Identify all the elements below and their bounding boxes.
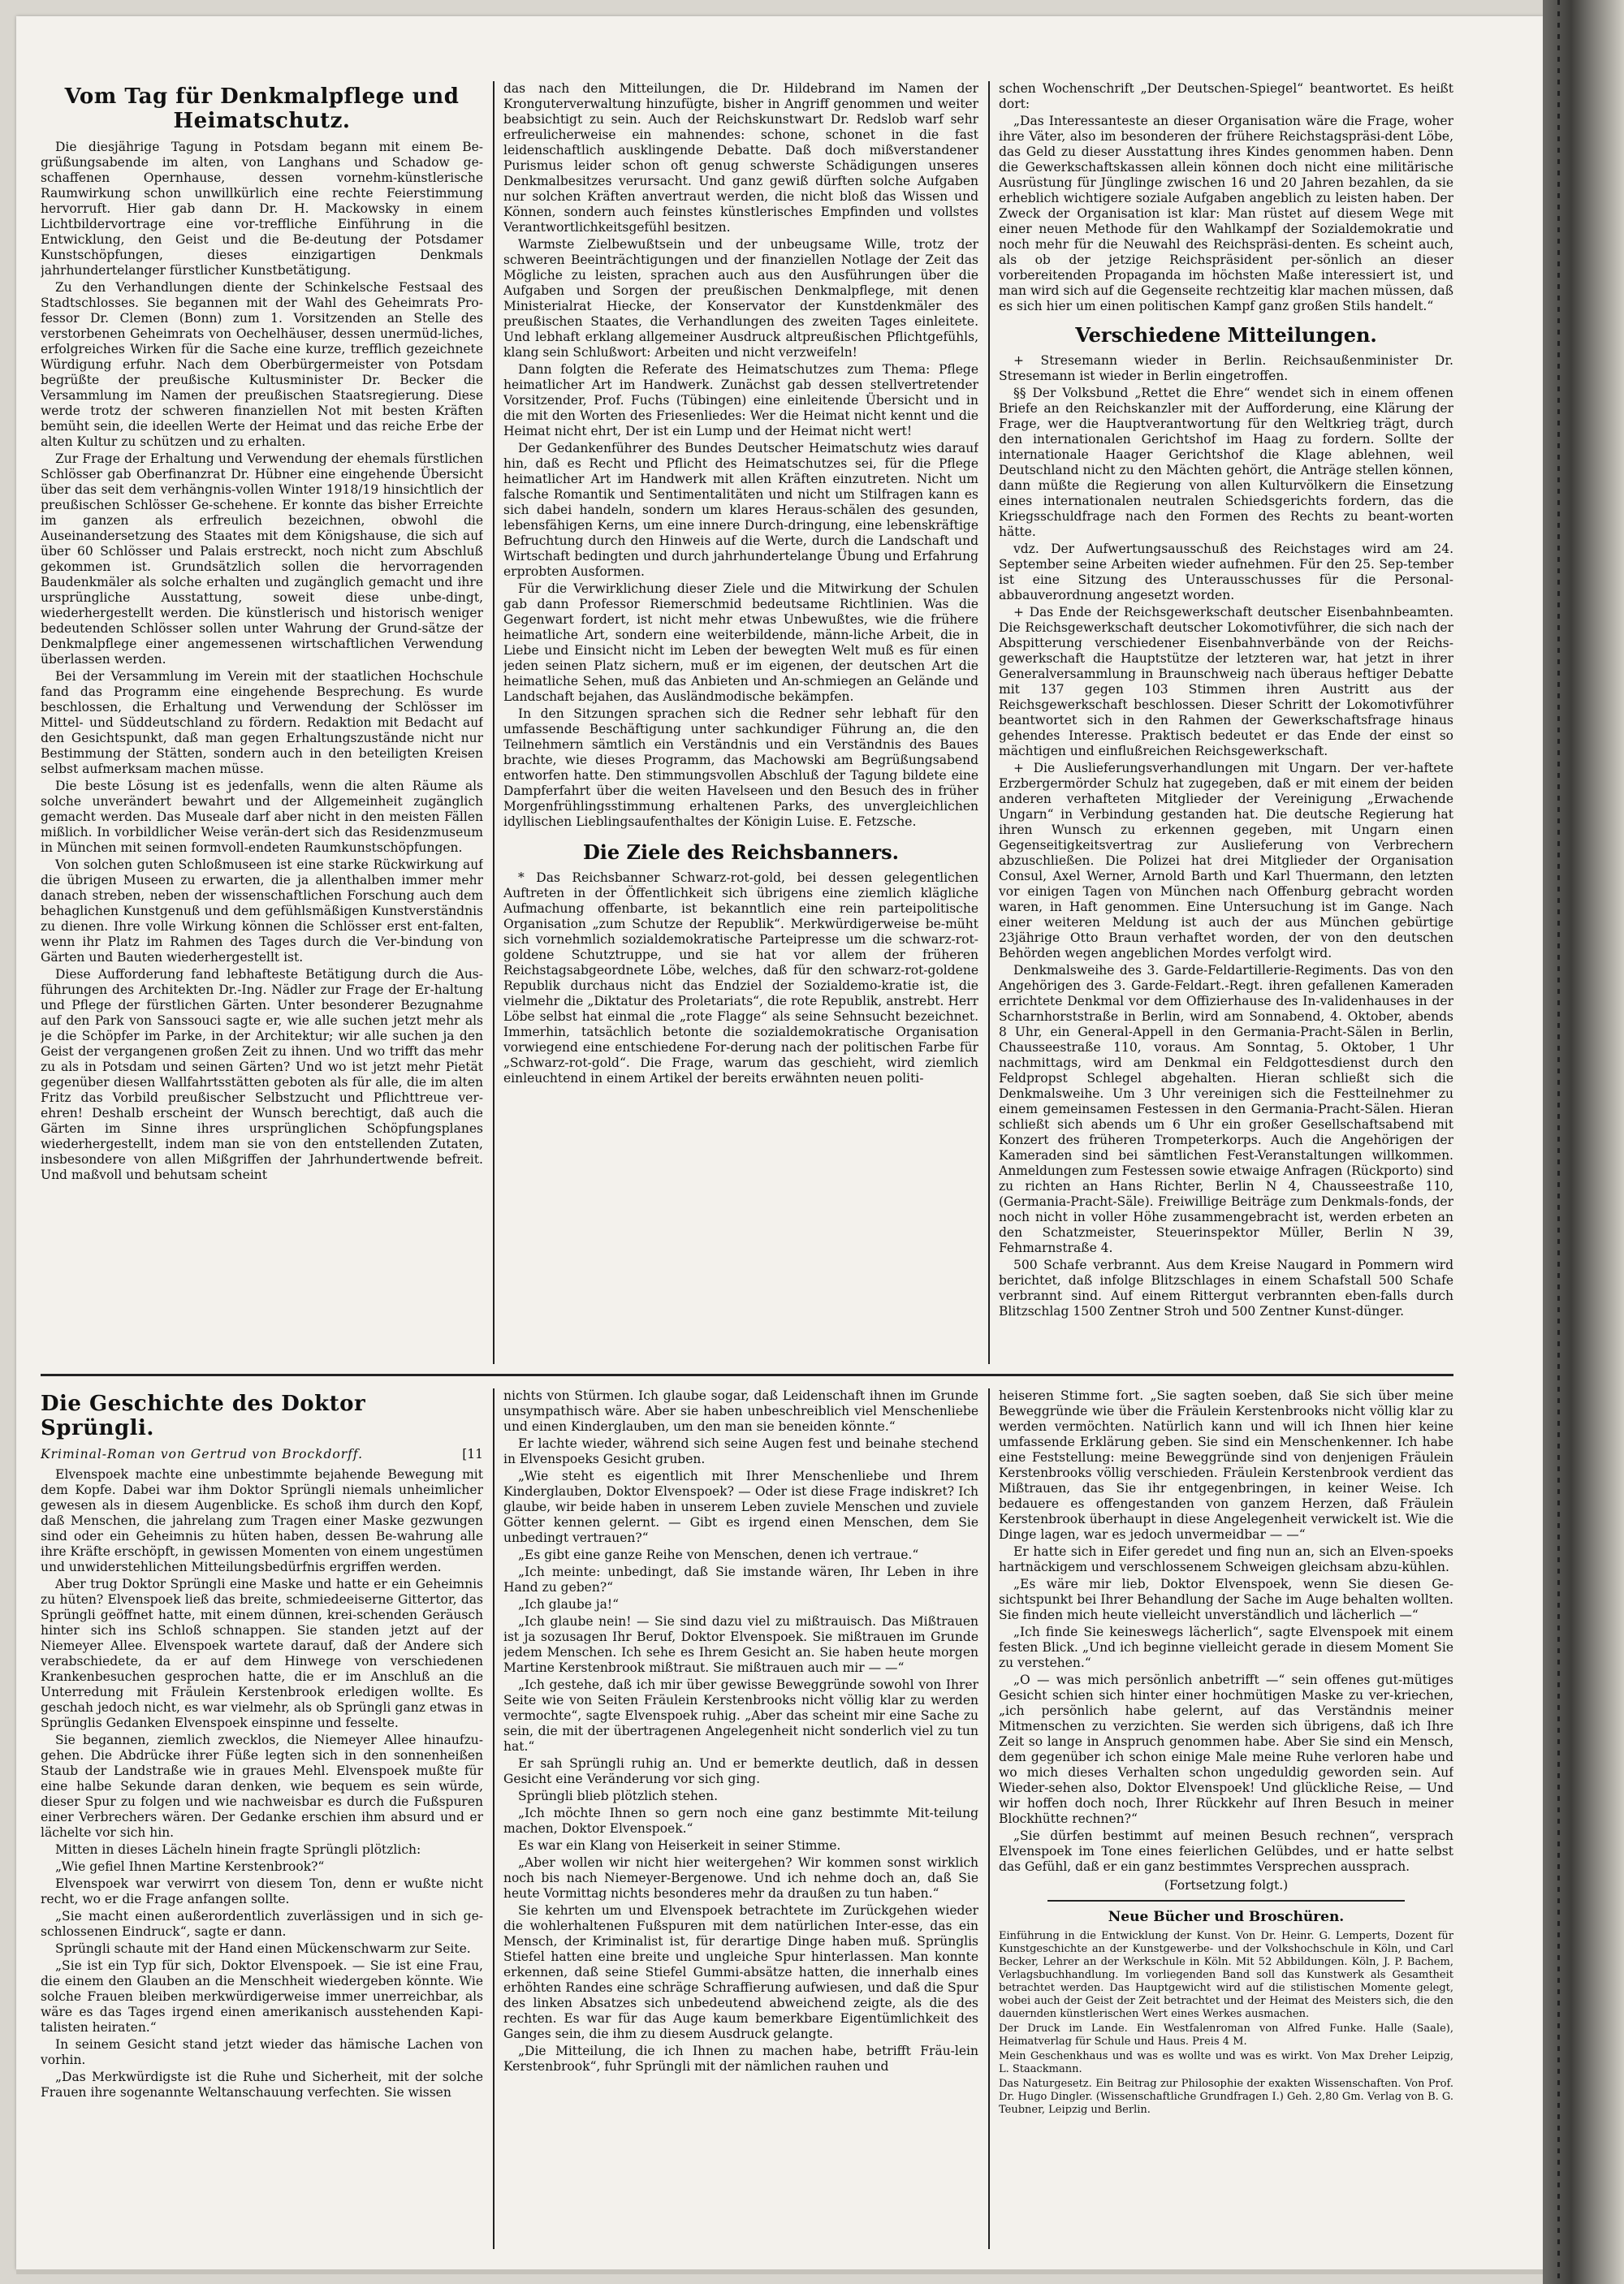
column-divider [988, 81, 990, 1364]
article-paragraph: Von solchen guten Schloßmuseen ist eine starke Rückwirkung auf die übrigen Museen zu erwarten, die ja allenthalben immer mehr danach streben, neben der wissenschaftlichen Forschung auch dem behaglichen Kunstgenuß und dem gefühlsmäßigen Kunstverständnis zu dienen. Ihre volle Wirkung können die Schlösser erst ent-falten, wenn ihr Platz im Rahmen des Tages durch die Ver-bindung von Gärten und Bauten wiederhergestellt ist. [41, 857, 483, 965]
novel-paragraph: In seinem Gesicht stand jetzt wieder das hämische Lachen von vorhin. [41, 2037, 483, 2067]
novel-paragraph: „Ich möchte Ihnen so gern noch eine ganz bestimmte Mit-teilung machen, Doktor Elvenspoek.“ [503, 1806, 978, 1836]
byline: Kriminal-Roman von Gertrud von Brockdorff. [41, 1447, 364, 1462]
novel-paragraph: Elvenspoek war verwirrt von diesem Ton, denn er wußte nicht recht, wo er die Frage anfangen sollte. [41, 1876, 483, 1906]
column-bottom-2 [503, 1388, 978, 2249]
article-paragraph: schen Wochenschrift „Der Deutschen-Spiegel“ beantwortet. Es heißt dort: [999, 81, 1453, 111]
column-divider [493, 81, 495, 1364]
article-paragraph: Zur Frage der Erhaltung und Verwendung der ehemals fürstlichen Schlösser gab Oberfinanzrat Dr. Hübner eine eingehende Übersicht über das seit dem verhängnis-vollen Winter 1918/19 hinsichtlich der preußischen Schlösser Ge-schehene. Er konnte das bisher Erreichte im ganzen als erfreulich bezeichnen, obwohl die Auseinandersetzung des Staates mit dem Königshause, die sich auf über 60 Schlösser und Palais erstreckt, noch nicht zum Abschluß gekommen ist. Grundsätzlich sollen die hervorragenden Baudenkmäler als solche erhalten und zugänglich gemacht und ihre ursprüngliche Ausstattung, soweit diese unbe-dingt, wiederhergestellt werden. Die künstlerisch und historisch weniger bedeutenden Schlösser sollen unter Wahrung der Grund-sätze der Denkmalpflege einer angemessenen wirtschaftlichen Verwendung überlassen werden. [41, 451, 483, 667]
byline-row [41, 1447, 483, 1462]
novel-paragraph: Elvenspoek machte eine unbestimmte bejahende Bewegung mit dem Kopfe. Dabei war ihm Doktor Sprüngli niemals unheimlicher gewesen als in diesem Augenblicke. Es schoß ihm durch den Kopf, daß Menschen, die jahrelang zum Tragen einer Maske gezwungen sind oder ein Geheimnis zu hüten haben, dessen Be-wahrung alle ihre Kräfte erschöpft, in gewissen Momenten von einem ungestümen und unwiderstehlichen Mitteilungsbedürfnis ergriffen werden. [41, 1467, 483, 1574]
article-paragraph: Der Gedankenführer des Bundes Deutscher Heimatschutz wies darauf hin, daß es Recht und Pflicht des Heimatschutzes sei, für die Pflege heimatlicher Art im Handwerk mit allen Kräften einzutreten. Nicht um falsche Romantik und Sentimentalitäten und nicht um Stilfragen kann es sich dabei handeln, sondern um klares Heraus-schälen des gesunden, lebensfähigen Kerns, um eine innere Durch-dringung, eine lebenskräftige Befruchtung durch den Hinweis auf die Werte, durch die Landschaft und Wirtschaft bedingten und durch jahrhundertelange Übung und Erfahrung erprobten Ausformen. [503, 441, 978, 579]
article-paragraph: Zu den Verhandlungen diente der Schinkelsche Festsaal des Stadtschlosses. Sie begannen mit der Wahl des Geheimrats Pro-fessor Dr. Clemen (Bonn) zum 1. Vorsitzenden an Stelle des verstorbenen Geheimrats von Oechelhäuser, dessen unermüd-liches, erfolgreiches Wirken für die Sache eine kurze, trefflich gezeichnete Würdigung erfuhr. Nach dem Oberbürgermeister von Potsdam begrüßte der preußische Kultusminister Dr. Becker die Versammlung im Namen der preußischen Staatsregierung. Diese werde trotz der schweren finanziellen Not mit besten Kräften bemüht sein, die ideellen Werte der Heimat und das reiche Erbe der alten Kultur zu schützen und zu erhalten. [41, 280, 483, 449]
article-paragraph: Für die Verwirklichung dieser Ziele und die Mitwirkung der Schulen gab dann Professor Riemerschmid bedeutsame Richtlinien. Was die Gegenwart fordert, ist nicht mehr etwas Unbewußtes, wie die frühere heimatliche Art, sondern eine weiterbildende, männ-liche Arbeit, die in Liebe und Einsicht nicht im Leben der bewegten Welt muß es für einen jeden seinen Platz sichern, muß er im eigenen, der deutschen Art die heimatliche Sehen, muß das Anbieten und An-schmiegen an Gelände und Landschaft bejahen, das Ausländmodische bekämpfen. [503, 581, 978, 704]
article-paragraph: * Das Reichsbanner Schwarz-rot-gold, bei dessen gelegentlichen Auftreten in der Öffentlichkeit sich übrigens eine ziemlich klägliche Aufmachung offenbarte, ist bekanntlich eine rein parteipolitische Organisation „zum Schutze der Republik“. Merkwürdigerweise be-müht sich vornehmlich sozialdemokratische Parteipresse um die schwarz-rot-goldene Schutztruppe, und sie hat vor allem der früheren Reichstagsabgeordnete Löbe, welches, daß für den schwarz-rot-goldene Republik durchaus nicht das Endziel der Sozialdemo-kratie ist, die vielmehr die „Diktatur des Proletariats“, die rote Republik, anstrebt. Herr Löbe selbst hat einmal die „rote Flagge“ als seine Sehnsucht bezeichnet. Immerhin, tatsächlich betonte die sozialdemokratische Organisation vorwiegend eine entschiedene For-derung nach der politischen Farbe für „Schwarz-rot-gold“. Die Frage, warum das geschieht, wird ziemlich einleuchtend in einem Artikel der bereits erwähnten neuen politi- [503, 870, 978, 1086]
novel-paragraph: „Wie steht es eigentlich mit Ihrer Menschenliebe und Ihrem Kinderglauben, Doktor Elvenspoek? — Oder ist diese Frage indiskret? Ich glaube, wir beide haben in unserem Leben zuviele Menschen und zuviele Götter kennen gelernt. — Gibt es irgend einen Menschen, dem Sie unbedingt vertrauen?“ [503, 1469, 978, 1545]
article-paragraph: „Das Interessanteste an dieser Organisation wäre die Frage, woher ihre Väter, also im besonderen der frühere Reichstagspräsi-dent Löbe, das Geld zu dieser Ausstattung ihres Kindes genommen haben. Denn die Gewerkschaftskassen allein können doch nicht eine militärische Ausrüstung für Jünglinge zwischen 16 und 20 Jahren bezahlen, da sie erheblich wichtigere soziale Aufgaben angeblich zu leisten haben. Der Zweck der Organisation ist klar: Man rüstet auf diesem Wege mit einer neuen Methode für den Wahlkampf der Sozialdemokratie und noch mehr für die Neuwahl des Reichspräsi-denten. Es scheint auch, als ob der jetzige Reichspräsident per-sönlich an dieser vorbereitenden Propaganda im höchsten Maße interessiert ist, und man wird sich auf die Gegenseite rechtzeitig klar machen müssen, daß es sich hier um einen politischen Kampf ganz großen Stils handelt.“ [999, 114, 1453, 313]
article-paragraph: In den Sitzungen sprachen sich die Redner sehr lebhaft für den umfassende Beschäftigung unter sachkundiger Führung an, die den Teilnehmern sämtlich ein Verständnis und ein Verständnis des Baues brachte, wie dieses Programm, das Machowski am Begrüßungsabend entworfen hatte. Den stimmungsvollen Abschluß der Tagung bildete eine Dampferfahrt über die weiten Havelseen und den Besuch des in früher Morgenfrühlingsstimmung erhaltenen Parks, des unvergleichlichen idyllischen Lieblingsaufenthaltes der Königin Luise. E. Fetzsche. [503, 706, 978, 829]
novel-paragraph: Sprüngli blieb plötzlich stehen. [518, 1789, 719, 1803]
column-top-1 [41, 81, 483, 1364]
column-top-3 [999, 81, 1453, 1364]
news-item: + Das Ende der Reichsgewerkschaft deutscher Eisenbahnbeamten. Die Reichsgewerkschaft deutscher Lokomotivführer, die sich nach der Abspitterung verschiedener Eisenbahnverbände von der Reichs-gewerkschaft die Hauptstütze der letzteren war, hat jetzt in ihrer Generalversammlung in Braunschweig nach überaus heftiger Debatte mit 137 gegen 103 Stimmen ihren Austritt aus der Reichsgewerkschaft beschlossen. Dieser Schritt der Lokomotivführer beantwortet sich in den Rahmen der Gewerkschaftsfrage hinaus gehendes Interesse. Praktisch bedeutet er das Ende der einst so mächtigen und einflußreichen Reichsgewerkschaft. [999, 605, 1453, 758]
column-bottom-3 [999, 1388, 1453, 2249]
book-entry: Der Druck im Lande. Ein Westfalenroman von Alfred Funke. Halle (Saale), Heimatverlag für Schule und Haus. Preis 4 M. [999, 2023, 1453, 2048]
book-entry: Das Naturgesetz. Ein Beitrag zur Philosophie der exakten Wissenschaften. Von Prof. Dr. Hugo Dingler. (Wissenschaftliche Grundfragen I.) Geh. 2,80 Gm. Verlag von B. G. Teubner, Leipzig und Berlin. [999, 2078, 1453, 2116]
column-divider [988, 1388, 990, 2249]
continuation-note: (Fortsetzung folgt.) [1164, 1878, 1289, 1893]
article-paragraph: das nach den Mitteilungen, die Dr. Hildebrand im Namen der Kronguterverwaltung hinzufügte, bisher in Angriff genommen und weiter beabsichtigt zu sein. Auch der Reichskunstwart Dr. Redslob warf sehr erfreulicherweise ein mahnendes: schone, schonet in die fast leidenschaftlich ausklingende Debatte. Daß doch mißverstandener Purismus leider schon oft genug schwerste Schädigungen unseres Denkmalbesitzes verursacht. Und ganz gewiß dürften solche Aufgaben nur solchen Kräften anvertraut werden, die nicht bloß das Wissen und Können, sondern auch feinstes künstlerisches Empfinden und vollstes Verantwortlichkeitsgefühl besitzen. [503, 81, 978, 235]
novel-paragraph: „Sie macht einen außerordentlich zuverlässigen und in sich ge-schlossenen Eindruck“, sagte er dann. [41, 1909, 483, 1939]
section-divider [41, 1374, 1453, 1376]
article-paragraph: Bei der Versammlung im Verein mit der staatlichen Hochschule fand das Programm eine eingehende Besprechung. Es wurde beschlossen, die Erhaltung und Verwendung der Schlösser im Mittel- und Süddeutschland zu fördern. Redaktion mit Bedacht auf den Gesichtspunkt, daß man gegen Erhaltungszustände nicht nur Bestimmung der Stätten, sondern auch in den beteiligten Kreisen selbst aufmerksam machen müsse. [41, 669, 483, 776]
novel-paragraph: nichts von Stürmen. Ich glaube sogar, daß Leidenschaft ihnen im Grunde unsympathisch wäre. Aber sie haben unbeschreiblich viel Menschenliebe und einen Kinderglauben, um den man sie beneiden könnte.“ [503, 1388, 978, 1434]
news-item: §§ Der Volksbund „Rettet die Ehre“ wendet sich in einem offenen Briefe an den Reichskanzler mit der Aufforderung, eine Klärung der Frage, wer die Hauptverantwortung für den Weltkrieg trägt, durch den internationalen Gerichtshof im Haag zu fordern. Sollte der internationale Haager Gerichtshof die Klage ablehnen, weil Deutschland nicht zu den Mächten gehört, die Anträge stellen können, dann müßte die Regierung von allen Kulturvölkern die Einsetzung eines internationalen neutralen Schiedsgerichts fordern, das die Kriegsschuldfrage nach den Formen des Rechts zu beant-worten hätte. [999, 386, 1453, 539]
novel-paragraph: „Wie gefiel Ihnen Martine Kerstenbrook?“ [55, 1859, 325, 1874]
novel-paragraph: Mitten in dieses Lächeln hinein fragte Sprüngli plötzlich: [55, 1842, 421, 1857]
headline-reichsbanner: Die Ziele des Reichsbanners. [582, 840, 900, 864]
part-number: [11 [462, 1447, 483, 1462]
column-bottom-1 [41, 1388, 483, 2249]
article-paragraph: Die diesjährige Tagung in Potsdam begann mit einem Be-grüßungsabende im alten, von Langhans und Schadow ge-schaffenen Opernhause, dessen vornehm-künstlerische Raumwirkung schon unwillkürlich eine rechte Feierstimmung hervorruft. Hier gab dann Dr. H. Mackowsky in einem Lichtbildervortrage eine vor-treffliche Einführung in die Entwicklung, den Geist und die Be-deutung der Potsdamer Kunstschöpfungen, dieses einzigartigen Denkmals jahrhundertelanger fürstlicher Kunstbetätigung. [41, 140, 483, 278]
news-item: 500 Schafe verbrannt. Aus dem Kreise Naugard in Pommern wird berichtet, daß infolge Blitzschlages in einem Schafstall 500 Schafe verbrannt sind. Auf einem Rittergut verbrannten eben-falls durch Blitzschlag 1500 Zentner Stroh und 500 Zentner Kunst-dünger. [999, 1258, 1453, 1319]
column-divider [493, 1388, 495, 2249]
article-paragraph: Diese Aufforderung fand lebhafteste Betätigung durch die Aus-führungen des Architekten Dr.-Ing. Nädler zur Frage der Er-haltung und Pflege der fürstlichen Gärten. Unter besonderer Bezugnahme auf den Park von Sanssouci sagte er, wie alle suchen jetzt mehr als je die Schöpfer im Parke, in der Architektur; wir alle suchen ja den Geist der vergangenen großen Zeit zu ihnen. Und wo trifft das mehr zu als in Potsdam und seinen Gärten? Und wo ist jetzt mehr Pietät gegenüber diesen Wallfahrtsstätten geboten als für alle, die im alten Fritz das Vorbild preußischer Selbstzucht und Pflichttreue ver-ehren! Deshalb erscheint der Wunsch berechtigt, daß auch die Gärten im Sinne ihres ursprünglichen Schöpfungsplanes wiederhergestellt, indem man sie von den entstellenden Zutaten, insbesondere von allen Mißgriffen der Jahrhundertwende befreit. Und maßvoll und behutsam scheint [41, 967, 483, 1182]
news-item: + Die Auslieferungsverhandlungen mit Ungarn. Der ver-haftete Erzbergermörder Schulz hat zugegeben, daß er mit einem der beiden anderen verhafteten Mitglieder der Vereinigung „Erwachende Ungarn“ in Verbindung gestanden hat. Die deutsche Regierung hat ihren Wunsch zu erkennen gegeben, mit Ungarn einen Gegenseitigkeitsvertrag zur Auslieferung von Verbrechern abzuschließen. Die Polizei hat drei Mitglieder der Organisation Consul, Axel Werner, Arnold Barth und Karl Thuermann, den letzten vor einigen Tagen von München nach Offenburg gebracht worden waren, in Haft genommen. Eine Untersuchung ist im Gange. Nach einer weiteren Meldung ist auch der aus München gebürtige 23jährige Otto Braun verhaftet worden, der von den deutschen Behörden wegen angeblichen Mordes verfolgt wird. [999, 761, 1453, 961]
news-item: Denkmalsweihe des 3. Garde-Feldartillerie-Regiments. Das von den Angehörigen des 3. Garde-Feldart.-Regt. ihren gefallenen Kameraden errichtete Denkmal vor dem Offizierhause des In-validenhauses in der Scharnhorststraße in Berlin, wird am Sonnabend, 4. Oktober, abends 8 Uhr, ein General-Appell in den Germania-Pracht-Sälen in Berlin, Chausseestraße 110, voraus. Am Sonntag, 5. Oktober, 1 Uhr nachmittags, wird am Denkmal ein Feldgottesdienst durch den Feldpropst Schlegel abgehalten. Hieran schließt sich die Denkmalsweihe. Um 3 Uhr vereinigen sich die Festteilnehmer zu einem gemeinsamen Festessen in den Germania-Pracht-Sälen. Hieran schließt sich abends um 6 Uhr ein großer Gesellschaftsabend mit Konzert des früheren Trompeterkorps. Auch die Angehörigen der Kameraden sind bei sämtlichen Fest-Veranstaltungen willkommen. Anmeldungen zum Festessen sowie etwaige Anfragen (Rückporto) sind zu richten an Hans Richter, Berlin N 4, Chausseestraße 110, (Germania-Pracht-Säle). Freiwillige Beiträge zum Denkmals-fonds, der noch nicht in voller Höhe zusammengebracht ist, werden erbeten an den Schatzmeister, Steuerinspektor Müller, Berlin N 39, Fehmarnstraße 4. [999, 963, 1453, 1255]
novel-paragraph: „Die Mitteilung, die ich Ihnen zu machen habe, betrifft Fräu-lein Kerstenbrook“, fuhr Sprüngli mit der nämlichen rauhen und [503, 2044, 978, 2074]
article-paragraph: Warmste Zielbewußtsein und der unbeugsame Wille, trotz der schweren Beeinträchtigungen und der finanziellen Notlage der Zeit das Mögliche zu leisten, sprachen auch aus den Ausführungen über die Aufgaben und Sorgen der preußischen Denkmalpflege, mit denen Ministerialrat Hiecke, der Konservator der Kunstdenkmäler des preußischen Staates, die Verhandlungen des zweiten Tages einleitete. Und lebhaft erklang allgemeiner Ausdruck altpreußischen Pflichtgefühls, klang sein Schlußwort: Arbeiten und nicht verzweifeln! [503, 237, 978, 360]
novel-paragraph: Aber trug Doktor Sprüngli eine Maske und hatte er ein Geheimnis zu hüten? Elvenspoek ließ das breite, schmiedeeiserne Gittertor, das Sprüngli geöffnet hatte, mit einem dünnen, krei-schenden Geräusch hinter sich ins Schloß schnappen. Sie standen jetzt auf der Niemeyer Allee. Elvenspoek wartete darauf, daß der Andere sich verabschiedete, da er auf dem Hinwege von verschiedenen Krankenbesuchen gesprochen hatte, die er im Anschluß an die Unterredung mit Fräulein Kerstenbrook erledigen wollte. Es geschah jedoch nicht, es war vielmehr, als ob Sprüngli ganz etwas in Sprünglis Gedanken Elvenspoek einspinne und fesselte. [41, 1577, 483, 1730]
novel-paragraph: „Ich glaube ja!“ [518, 1597, 620, 1612]
novel-paragraph: „Ich meinte: unbedingt, daß Sie imstande wären, Ihr Leben in ihre Hand zu geben?“ [503, 1565, 978, 1595]
novel-paragraph: Er hatte sich in Eifer geredet und fing nun an, sich an Elven-spoeks hartnäckigem und verschlossenem Schweigen gleichsam abzu-kühlen. [999, 1544, 1453, 1574]
article-paragraph: Dann folgten die Referate des Heimatschutzes zum Thema: Pflege heimatlicher Art im Handwerk. Zunächst gab dessen stellvertretender Vorsitzender, Prof. Fuchs (Tübingen) eine einleitende Übersicht und in die mit den Worten des Friesenliedes: Wer die Heimat nicht kennt und die Heimat nicht ehrt, Der ist ein Lump und der Heimat nicht wert! [503, 362, 978, 438]
page-bottom-edge [16, 2269, 1543, 2274]
book-binding-edge [1543, 0, 1624, 2284]
headline-sprüngli: Die Geschichte des Doktor Sprüngli. [41, 1392, 366, 1440]
books-divider [1047, 1900, 1405, 1902]
novel-paragraph: „Ich gestehe, daß ich mir über gewisse Beweggründe sowohl von Ihrer Seite wie von Seiten Fräulein Kerstenbrooks nicht völlig klar zu werden vermochte“, sagte Elvenspoek ruhig. „Aber das scheint mir eine Sache zu sein, die mit der übertragenen Angelegenheit nicht sonderlich viel zu tun hat.“ [503, 1677, 978, 1754]
novel-paragraph: Sie kehrten um und Elvenspoek betrachtete im Zurückgehen wieder die wohlerhaltenen Fußspuren mit dem natürlichen Inter-esse, das ein Mensch, der Kriminalist ist, für derartige Dinge haben muß. Sprünglis Stiefel hatten eine breite und ungleiche Spur hinterlassen. Man konnte erkennen, daß seine Stiefel Gummi-absätze hatten, die innerhalb eines erhöhten Randes eine schräge Schraffierung aufwiesen, und daß die Spur des linken Absatzes sich unbedeutend abweichend zeigte, als die des rechten. Es war für das Auge kaum bemerkbare Eigentümlichkeit des Ganges sein, die ihm zu diesem Ausdruck gelangte. [503, 1903, 978, 2041]
novel-paragraph: Er sah Sprüngli ruhig an. Und er bemerkte deutlich, daß in dessen Gesicht eine Veränderung vor sich ging. [503, 1756, 978, 1786]
news-item: + Stresemann wieder in Berlin. Reichsaußenminister Dr. Stresemann ist wieder in Berlin eingetroffen. [999, 353, 1453, 383]
books-heading: Neue Bücher und Broschüren. [1108, 1909, 1345, 1925]
novel-paragraph: „Ich finde Sie keineswegs lächerlich“, sagte Elvenspoek mit einem festen Blick. „Und ich beginne vielleicht gerade in diesem Moment Sie zu verstehen.“ [999, 1625, 1453, 1670]
novel-paragraph: „O — was mich persönlich anbetrifft —“ sein offenes gut-mütiges Gesicht schien sich hinter einer hochmütigen Maske zu ver-kriechen, „ich persönlich habe gelernt, auf das Verständnis meiner Mitmenschen zu verzichten. Sie werden sich übrigens, daß ich Ihre Zeit so lange in Anspruch genommen habe. Aber Sie sind ein Mensch, dem gegenüber ich schon einige Male meine Ruhe verloren habe und wo mich dieses Verhalten schon ungeduldig geworden sein. Auf Wieder-sehen also, Doktor Elvenspoek! Und glückliche Reise, — Und wir hoffen doch noch, Ihrer Rückkehr auf Ihren Besuch in meiner Blockhütte rechnen?“ [999, 1673, 1453, 1826]
novel-paragraph: „Es wäre mir lieb, Doktor Elvenspoek, wenn Sie diesen Ge-sichtspunkt bei Ihrer Behandlung der Sache im Auge behalten wollten. Sie finden mich heute vielleicht unverständlich und lächerlich —“ [999, 1577, 1453, 1622]
headline-mitteilungen: Verschiedene Mitteilungen. [1075, 323, 1377, 347]
novel-paragraph: „Ich glaube nein! — Sie sind dazu viel zu mißtrauisch. Das Mißtrauen ist ja sozusagen Ihr Beruf, Doktor Elvenspoek. Sie mißtrauen im Grunde jedem Menschen. Ich sehe es Ihrem Gesicht an. Sie haben heute morgen Martine Kerstenbrook mißtraut. Sie mißtrauen auch mir — —“ [503, 1614, 978, 1675]
novel-paragraph: Er lachte wieder, während sich seine Augen fest und beinahe stechend in Elvenspoeks Gesicht gruben. [503, 1436, 978, 1466]
book-entry: Einführung in die Entwicklung der Kunst. Von Dr. Heinr. G. Lemperts, Dozent für Kunstgeschichte an der Kunstgewerbe- und der Volkshochschule in Köln, und Carl Becker, Lehrer an der Werkschule in Köln. Mit 52 Abbildungen. Köln, J. P. Bachem, Verlagsbuchhandlung. Im vorliegenden Band soll das Kunstwerk als Gesamtheit betrachtet werden. Das Hauptgewicht wird auf die stilistischen Momente gelegt, wobei auch der Geist der Zeit betrachtet und der Heimat des Meisters sich, die den dauernden künstlerischen Wert eines Werkes ausmachen. [999, 1930, 1453, 2020]
article-denkmalpflege-body [41, 140, 483, 1183]
novel-paragraph: „Aber wollen wir nicht hier weitergehen? Wir kommen sonst wirklich noch bis nach Niemeyer-Bergenowe. Und ich nehme doch an, daß Sie heute Vormittag nichts besonderes mehr da draußen zu tun haben.“ [503, 1855, 978, 1901]
novel-paragraph: „Sie ist ein Typ für sich, Doktor Elvenspoek. — Sie ist eine Frau, die einem den Glauben an die Menschheit wiedergeben könnte. Wie solche Frauen bleiben merkwürdigerweise immer unerreichbar, als wäre es das Tages irgend einen amerikanisch ausstehenden Kapi-talisten heiraten.“ [41, 1958, 483, 2035]
column-top-2 [503, 81, 978, 1364]
novel-paragraph: Es war ein Klang von Heiserkeit in seiner Stimme. [518, 1838, 841, 1853]
novel-paragraph: „Sie dürfen bestimmt auf meinen Besuch rechnen“, versprach Elvenspoek im Tone eines feierlichen Gelübdes, und er hatte selbst das Gefühl, daß er ein ganz bestimmtes Versprechen aussprach. [999, 1828, 1453, 1874]
novel-paragraph: „Es gibt eine ganze Reihe von Menschen, denen ich vertraue.“ [518, 1548, 919, 1562]
novel-paragraph: „Das Merkwürdigste ist die Ruhe und Sicherheit, mit der solche Frauen ihre sogenannte Weltanschauung verfechten. Sie wissen [41, 2070, 483, 2100]
novel-paragraph: Sprüngli schaute mit der Hand einen Mückenschwarm zur Seite. [55, 1941, 471, 1956]
book-entry: Mein Geschenkhaus und was es wollte und was es wirkt. Von Max Dreher Leipzig, L. Staackmann. [999, 2050, 1453, 2075]
article-paragraph: Die beste Lösung ist es jedenfalls, wenn die alten Räume als solche unverändert bewahrt und der Allgemeinheit zugänglich gemacht werden. Das Museale darf aber nicht in den meisten Fällen mißlich. In vorbildlicher Weise verän-dert sich das Residenzmuseum in München mit seinen formvoll-endeten Raumkunstschöpfungen. [41, 779, 483, 855]
newspaper-page [16, 16, 1543, 2269]
novel-paragraph: Sie begannen, ziemlich zwecklos, die Niemeyer Allee hinaufzu-gehen. Die Abdrücke ihrer Füße legten sich in den sonnenheißen Staub der Landstraße wie in graues Mehl. Elvenspoek mußte für eine halbe Sekunde daran denken, wie bequem es sein würde, dieser Spur zu folgen und wie nachweisbar es durch die Fußspuren einer Verbrechers wären. Der Gedanke erschien ihm absurd und er lächelte vor sich hin. [41, 1733, 483, 1840]
news-item: vdz. Der Aufwertungsausschuß des Reichstages wird am 24. September seine Arbeiten wieder aufnehmen. Für den 25. Sep-tember ist eine Sitzung des Unterausschusses für die Personal-abbauverordnung angesetzt worden. [999, 542, 1453, 602]
headline-denkmalpflege: Vom Tag für Denkmalpflege und Heimatschutz. [64, 84, 460, 133]
novel-paragraph: heiseren Stimme fort. „Sie sagten soeben, daß Sie sich über meine Beweggründe wie über die Fräulein Kerstenbrooks nicht völlig klar zu werden vermöchten. Natürlich kann und will ich Ihnen hier keine umfassende Erklärung geben. Sie sind ein Menschenkenner. Ich habe eine Feststellung: meine Beweggründe sind von denjenigen Fräulein Kerstenbrooks völlig verschieden. Fräulein Kerstenbrook verdient das Mißtrauen, das Sie ihr entgegenbringen, in keiner Weise. Ich bedauere es offengestanden von ganzem Herzen, daß Fräulein Kerstenbrook überhaupt in diese Angelegenheit verwickelt ist. Wie die Dinge lagen, war es jedoch unvermeidbar — —“ [999, 1388, 1453, 1542]
